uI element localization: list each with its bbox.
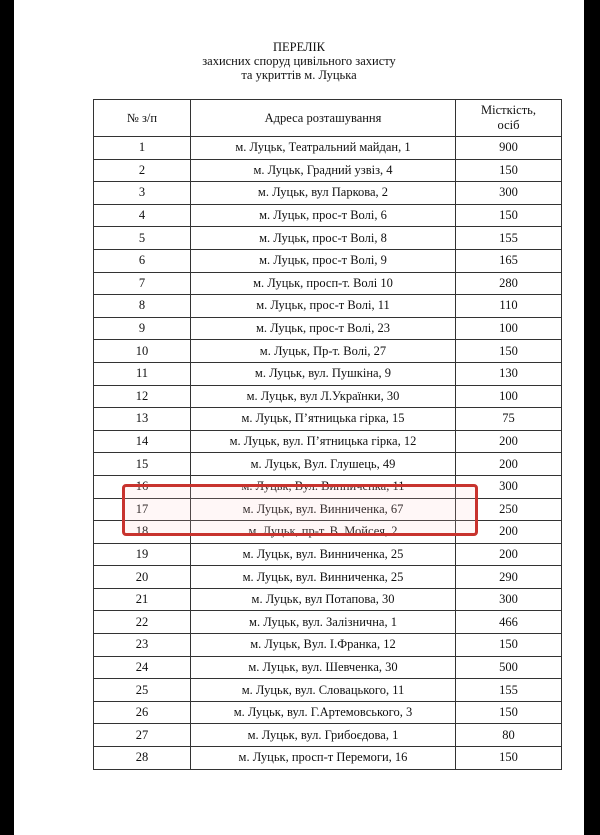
row-address: м. Луцьк, пр-т. В. Мойсея, 2 xyxy=(191,521,456,544)
row-capacity: 200 xyxy=(456,453,562,476)
row-capacity: 280 xyxy=(456,272,562,295)
document-heading xyxy=(14,40,584,82)
row-capacity: 155 xyxy=(456,227,562,250)
row-capacity: 300 xyxy=(456,588,562,611)
row-capacity: 150 xyxy=(456,204,562,227)
row-address: м. Луцьк, вул Л.Українки, 30 xyxy=(191,385,456,408)
header-address: Адреса розташування xyxy=(191,100,456,137)
row-address: м. Луцьк, Вул. І.Франка, 12 xyxy=(191,634,456,657)
row-capacity: 80 xyxy=(456,724,562,747)
row-capacity: 110 xyxy=(456,295,562,318)
row-address: м. Луцьк, прос-т Волі, 6 xyxy=(191,204,456,227)
table-row xyxy=(94,453,562,476)
table-row xyxy=(94,408,562,431)
table-row xyxy=(94,521,562,544)
row-capacity: 300 xyxy=(456,182,562,205)
row-capacity: 500 xyxy=(456,656,562,679)
row-capacity: 165 xyxy=(456,249,562,272)
row-number: 26 xyxy=(94,701,191,724)
table-row xyxy=(94,679,562,702)
table-row xyxy=(94,272,562,295)
row-address: м. Луцьк, вул. Пушкіна, 9 xyxy=(191,362,456,385)
row-number: 24 xyxy=(94,656,191,679)
row-address: м. Луцьк, вул Паркова, 2 xyxy=(191,182,456,205)
row-capacity: 300 xyxy=(456,475,562,498)
row-address: м. Луцьк, вул. Винниченка, 67 xyxy=(191,498,456,521)
row-number: 14 xyxy=(94,430,191,453)
row-number: 3 xyxy=(94,182,191,205)
row-address: м. Луцьк, вул. Шевченка, 30 xyxy=(191,656,456,679)
table-row xyxy=(94,724,562,747)
row-number: 8 xyxy=(94,295,191,318)
row-number: 7 xyxy=(94,272,191,295)
row-capacity: 150 xyxy=(456,159,562,182)
table-header-row xyxy=(94,100,562,137)
row-number: 9 xyxy=(94,317,191,340)
table-row xyxy=(94,227,562,250)
row-address: м. Луцьк, просп-т Перемоги, 16 xyxy=(191,747,456,770)
row-number: 25 xyxy=(94,679,191,702)
row-address: м. Луцьк, вул. П’ятницька гірка, 12 xyxy=(191,430,456,453)
row-address: м. Луцьк, Вул. Глушець, 49 xyxy=(191,453,456,476)
table-row xyxy=(94,159,562,182)
row-address: м. Луцьк, вул. Винниченка, 25 xyxy=(191,543,456,566)
row-address: м. Луцьк, П’ятницька гірка, 15 xyxy=(191,408,456,431)
row-number: 6 xyxy=(94,249,191,272)
row-number: 10 xyxy=(94,340,191,363)
table-row xyxy=(94,317,562,340)
document-subtitle-line1: захисних споруд цивільного захисту xyxy=(202,54,396,68)
table-row xyxy=(94,701,562,724)
table-body xyxy=(94,137,562,770)
row-address: м. Луцьк, Театральний майдан, 1 xyxy=(191,137,456,160)
document-page xyxy=(14,0,584,835)
table-row xyxy=(94,611,562,634)
header-capacity xyxy=(456,100,562,137)
row-capacity: 75 xyxy=(456,408,562,431)
row-number: 27 xyxy=(94,724,191,747)
row-address: м. Луцьк, вул. Залізнична, 1 xyxy=(191,611,456,634)
row-address: м. Луцьк, Пр-т. Волі, 27 xyxy=(191,340,456,363)
row-address: м. Луцьк, вул. Г.Артемовського, 3 xyxy=(191,701,456,724)
header-capacity-line1: Місткість, xyxy=(481,103,536,117)
row-address: м. Луцьк, Градний узвіз, 4 xyxy=(191,159,456,182)
table-row xyxy=(94,543,562,566)
row-capacity: 150 xyxy=(456,634,562,657)
table-row xyxy=(94,362,562,385)
row-number: 12 xyxy=(94,385,191,408)
document-subtitle-line2: та укриттів м. Луцька xyxy=(241,68,357,82)
table-row xyxy=(94,656,562,679)
row-number: 22 xyxy=(94,611,191,634)
row-capacity: 290 xyxy=(456,566,562,589)
table-row xyxy=(94,747,562,770)
row-address: м. Луцьк, просп-т. Волі 10 xyxy=(191,272,456,295)
row-number: 21 xyxy=(94,588,191,611)
row-number: 23 xyxy=(94,634,191,657)
row-address: м. Луцьк, прос-т Волі, 11 xyxy=(191,295,456,318)
row-capacity: 200 xyxy=(456,430,562,453)
row-number: 16 xyxy=(94,475,191,498)
table-row xyxy=(94,430,562,453)
row-number: 11 xyxy=(94,362,191,385)
table-row xyxy=(94,498,562,521)
table-row xyxy=(94,588,562,611)
table-row xyxy=(94,295,562,318)
table-row xyxy=(94,204,562,227)
row-number: 2 xyxy=(94,159,191,182)
row-number: 15 xyxy=(94,453,191,476)
table-row xyxy=(94,182,562,205)
table-row xyxy=(94,566,562,589)
row-capacity: 150 xyxy=(456,747,562,770)
row-capacity: 250 xyxy=(456,498,562,521)
row-capacity: 155 xyxy=(456,679,562,702)
row-address: м. Луцьк, вул. Словацького, 11 xyxy=(191,679,456,702)
row-capacity: 100 xyxy=(456,317,562,340)
header-number: № з/п xyxy=(94,100,191,137)
row-number: 28 xyxy=(94,747,191,770)
row-capacity: 100 xyxy=(456,385,562,408)
table-row xyxy=(94,340,562,363)
row-address: м. Луцьк, Вул. Винниченка, 11 xyxy=(191,475,456,498)
row-number: 1 xyxy=(94,137,191,160)
header-capacity-line2: осіб xyxy=(497,118,520,132)
row-number: 5 xyxy=(94,227,191,250)
row-capacity: 466 xyxy=(456,611,562,634)
row-address: м. Луцьк, вул Потапова, 30 xyxy=(191,588,456,611)
row-number: 19 xyxy=(94,543,191,566)
row-address: м. Луцьк, прос-т Волі, 9 xyxy=(191,249,456,272)
row-capacity: 200 xyxy=(456,521,562,544)
table-row xyxy=(94,385,562,408)
row-capacity: 900 xyxy=(456,137,562,160)
table-row xyxy=(94,475,562,498)
row-capacity: 130 xyxy=(456,362,562,385)
row-number: 18 xyxy=(94,521,191,544)
row-number: 20 xyxy=(94,566,191,589)
row-number: 13 xyxy=(94,408,191,431)
shelters-table xyxy=(93,99,562,770)
table-row xyxy=(94,137,562,160)
row-capacity: 150 xyxy=(456,701,562,724)
row-capacity: 150 xyxy=(456,340,562,363)
row-number: 17 xyxy=(94,498,191,521)
document-title: ПЕРЕЛІК xyxy=(272,40,326,54)
row-number: 4 xyxy=(94,204,191,227)
table-row xyxy=(94,249,562,272)
row-address: м. Луцьк, вул. Грибоєдова, 1 xyxy=(191,724,456,747)
table-row xyxy=(94,634,562,657)
row-address: м. Луцьк, вул. Винниченка, 25 xyxy=(191,566,456,589)
row-capacity: 200 xyxy=(456,543,562,566)
row-address: м. Луцьк, прос-т Волі, 8 xyxy=(191,227,456,250)
row-address: м. Луцьк, прос-т Волі, 23 xyxy=(191,317,456,340)
